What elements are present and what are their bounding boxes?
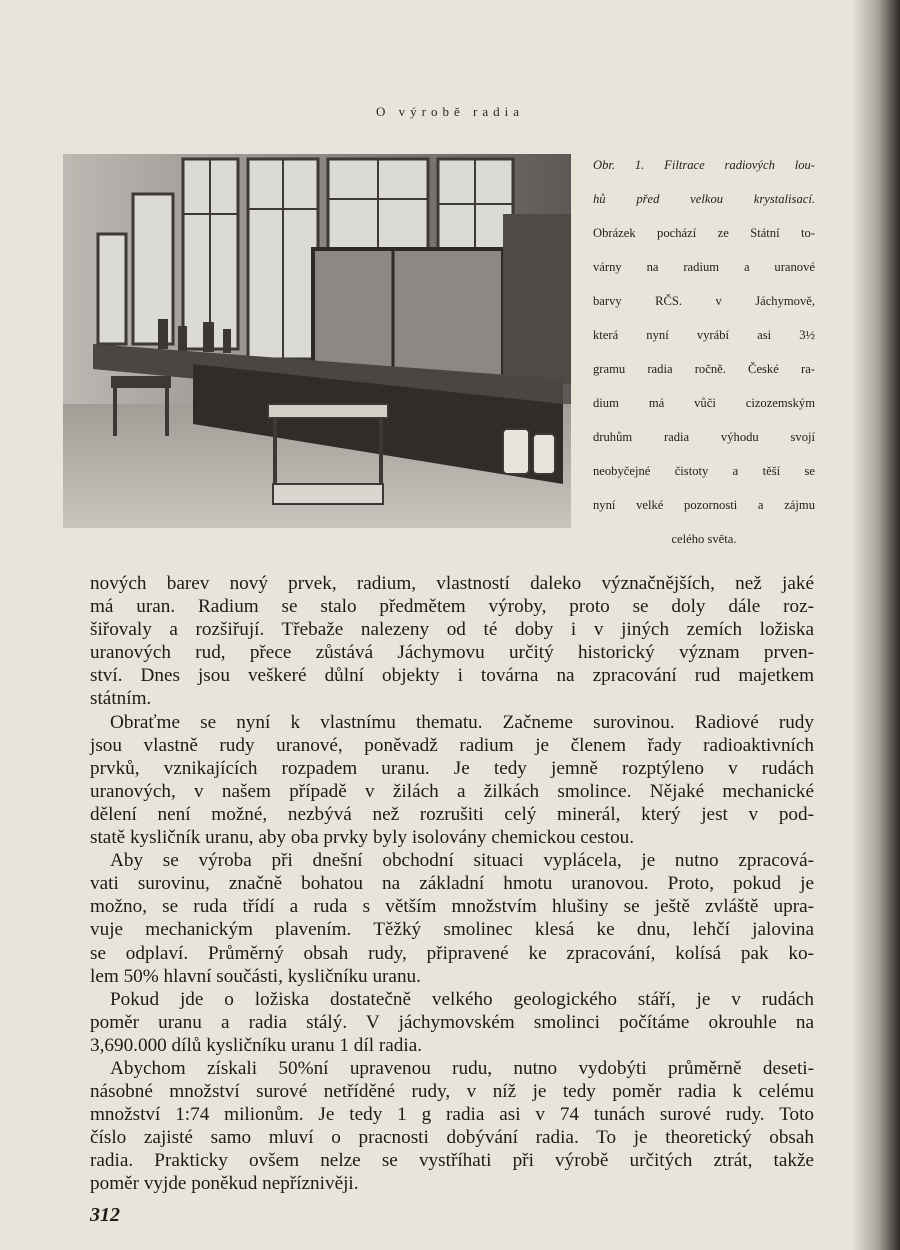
caption-line: celého světa.	[671, 532, 737, 546]
text-line: nových barev nový prvek, radium, vlastností daleko význačnějších, než jaké	[90, 573, 814, 594]
text-line: jsou vlastně rudy uranové, poněvadž radium je členem řady radioaktivních	[90, 734, 814, 756]
text-line: Pokud jde o ložiska dostatečně velkého geologického stáří, je v rudách	[110, 988, 814, 1010]
page-number: 312	[90, 1204, 120, 1226]
text-line: číslo zajisté samo mluví o pracnosti dobývání radia. To je theoretický obsah	[90, 1127, 814, 1149]
caption-line: která nyní vyrábí asi 3½	[593, 328, 815, 342]
text-line: Aby se výroba při dnešní obchodní situaci vyplácela, je nutno zpracová-	[110, 850, 814, 872]
page-edge-shadow	[852, 0, 900, 1250]
caption-line: Obr. 1. Filtrace radiových lou-	[593, 158, 815, 172]
text-line: uranových rud, přece zůstává Jáchymovu určitý historický význam prven-	[90, 642, 814, 664]
text-line: má uran. Radium se stalo předmětem výroby, proto se doly dále roz-	[90, 596, 814, 618]
text-line: násobné množství surové netříděné rudy, v níž je tedy poměr radia k celému	[90, 1081, 814, 1103]
text-line: ství. Dnes jsou veškeré důlní objekty i továrna na zpracování rud majetkem	[90, 665, 814, 687]
body-text	[90, 572, 814, 1196]
text-line: prvků, vznikajících rozpadem uranu. Je tedy jemně rozptýleno v rudách	[90, 757, 814, 779]
laboratory-photo	[63, 154, 571, 528]
caption-line: gramu radia ročně. České ra-	[593, 362, 815, 376]
text-line: statě kysličník uranu, aby oba prvky byly isolovány chemickou cestou.	[90, 827, 635, 849]
text-line: se odplaví. Průměrný obsah rudy, připravené ke zpracování, kolísá pak ko-	[90, 942, 814, 964]
caption-line: várny na radium a uranové	[593, 260, 815, 274]
text-line: uranových, v našem případě v žilách a žilkách smolince. Nějaké mechanické	[90, 780, 814, 802]
text-line: lem 50% hlavní součásti, kysličníku uranu.	[90, 965, 421, 987]
caption-line: druhům radia výhodu svojí	[593, 430, 815, 444]
text-line: možno, se ruda třídí a ruda s větším množstvím hlušiny se ještě zvláště upra-	[90, 896, 814, 918]
running-head: O výrobě radia	[376, 104, 524, 119]
text-line: Obraťme se nyní k vlastnímu thematu. Začneme surovinou. Radiové rudy	[110, 711, 814, 733]
text-line: množství 1:74 milionům. Je tedy 1 g radia asi v 74 tunách surové rudy. Toto	[90, 1104, 814, 1126]
laboratory-photo-drawing	[63, 154, 571, 528]
text-line: vuje mechanickým plavením. Těžký smolinec klesá ke dnu, lehčí jalovina	[90, 919, 814, 941]
text-line: Abychom získali 50%ní upravenou rudu, nutno vydobýti průměrně deseti-	[110, 1057, 814, 1079]
text-line: státním.	[90, 688, 152, 710]
text-line: poměr vyjde poněkud nepříznivěji.	[90, 1173, 359, 1195]
caption-line: Obrázek pochází ze Státní to-	[593, 226, 815, 240]
text-line: dělení není možné, nezbývá než rozrušiti celý minerál, který jest v pod-	[90, 803, 814, 825]
caption-line: barvy RČS. v Jáchymově,	[593, 294, 815, 308]
text-line: poměr uranu a radia stálý. V jáchymovském smolinci počítáme okrouhle na	[90, 1011, 814, 1033]
caption-line: nyní velké pozornosti a zájmu	[593, 498, 815, 512]
text-line: vati surovinu, značně bohatou na základní hmotu uranovou. Proto, pokud je	[90, 873, 814, 895]
caption-line: dium má vůči cizozemským	[593, 396, 815, 410]
figure-caption	[593, 148, 815, 556]
text-line: 3,690.000 dílů kysličníku uranu 1 díl radia.	[90, 1034, 423, 1056]
caption-line: neobyčejné čistoty a těší se	[593, 464, 815, 478]
text-line: šiřovaly a rozšiřují. Třebaže nalezeny od té doby i v jiných zemích ložiska	[90, 619, 814, 641]
caption-line: hů před velkou krystalisací.	[593, 192, 815, 206]
text-line: radia. Prakticky ovšem nelze se vystříhati při výrobě určitých ztrát, takže	[90, 1150, 814, 1172]
